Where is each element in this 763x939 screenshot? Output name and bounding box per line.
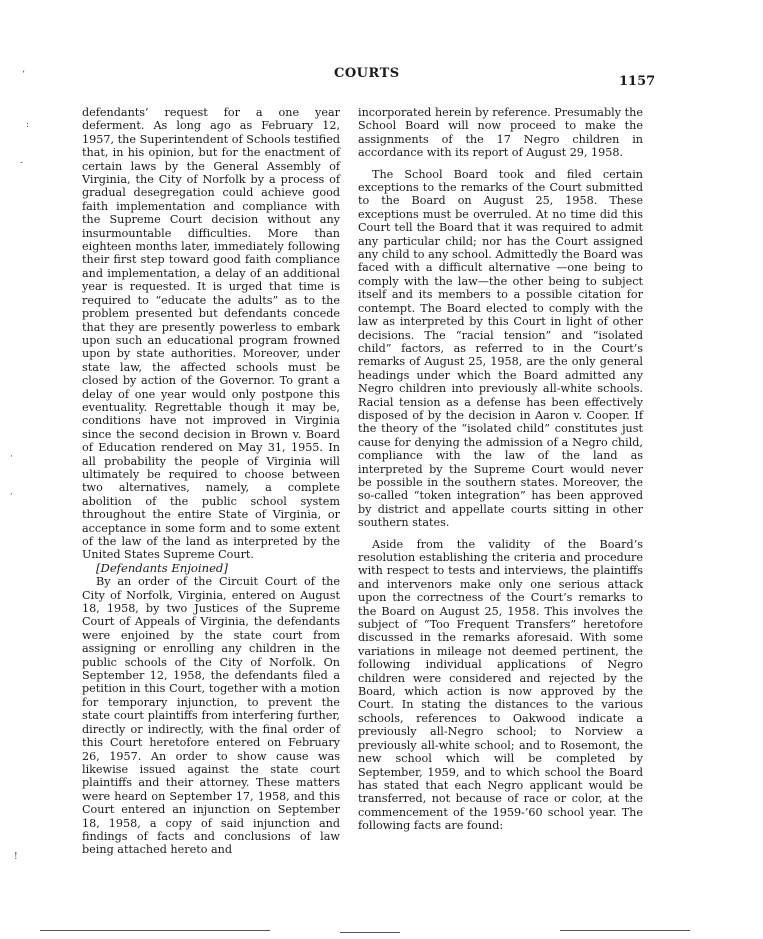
scan-speck: : [26,120,30,130]
paragraph: defendants’ request for a one year deferment. As long ago as February 12, 1957, the Superintendent of Schools testified that, in his opinion, but for the enactment of certain laws by the General Assembly of Virginia, the City of Norfolk by a process of gradual desegregation could achieve good faith implementation and compliance with the Supreme Court decision without any insurmountable difficulties. More than eighteen months later, immediately following their first step toward good faith compliance and implementation, a delay of an additional year is requested. It is urged that time is required to “educate the adults” as to the problem presented but defendants concede that they are presently powerless to embark upon such an educational program frowned upon by state authorities. Moreover, under state law, the affected schools must be closed by action of the Governor. To grant a delay of one year would only postpone this eventuality. Regrettable though it may be, conditions have not improved in Virginia since the second decision in Brown v. Board of Education rendered on May 31, 1955. In all probability the people of Virginia will ultimately be required to choose between two alternatives, namely, a complete abolition of the public school system throughout the entire State of Virginia, or acceptance in some form and to some extent of the law of the land as interpreted by the United States Supreme Court. [82,106,340,562]
paragraph: incorporated herein by reference. Presumably the School Board will now proceed to make the assignments of the 17 Negro children in accordance with its report of August 29, 1958. [358,106,643,160]
scan-speck: - [20,158,24,168]
scan-speck: ! [14,852,18,862]
page-number: 1157 [619,74,656,89]
paragraph: Aside from the validity of the Board’s resolution establishing the criteria and procedure with respect to tests and interviews, the plaintiffs and intervenors make only one serious attack upon the correctness of the Court’s remarks to the Board on August 25, 1958. This involves the subject of “Too Frequent Transfers” heretofore discussed in the remarks aforesaid. With some variations in mileage not deemed pertinent, the following individual applications of Negro children were considered and rejected by the Board, which action is now approved by the Court. In stating the distances to the various schools, references to Oakwood indicate a previously all-Negro school; to Norview a previously all-white school; and to Rosemont, the new school which will be completed by September, 1959, and to which school the Board has stated that each Negro applicant would be transferred, not because of race or color, at the commencement of the 1959-’60 school year. The following facts are found: [358,537,643,833]
paragraph: The School Board took and filed certain exceptions to the remarks of the Court submitted to the Board on August 25, 1958. These exceptions must be overruled. At no time did this Court tell the Board that it was required to admit any particular child; nor has the Court assigned any child to any school. Admittedly the Board was faced with a difficult alternative —one being to comply with the law—the other being to subject itself and its members to a possible citation for contempt. The Board elected to comply with the law as interpreted by this Court in light of other decisions. The “racial tension” and “isolated child” factors, as referred to in the Court’s remarks of August 25, 1958, are the only general headings under which the Board admitted any Negro children into previously all-white schools. Racial tension as a defense has been effectively disposed of by the decision in Aaron v. Cooper. If the theory of the “isolated child” constitutes just cause for denying the admission of a Negro child, compliance with the law of the land as interpreted by the Supreme Court would never be possible in the southern states. Moreover, the so-called “token integration” has been approved by district and appellate courts sitting in other southern states. [358,167,643,530]
right-column [358,106,643,833]
scan-edge-rule [560,930,690,931]
scan-edge-rule [40,930,270,931]
scan-speck: · [10,452,13,462]
paragraph: By an order of the Circuit Court of the City of Norfolk, Virginia, entered on August 18, 1958, by two Justices of the Supreme Court of Appeals of Virginia, the defendants were enjoined by the state court from assigning or enrolling any children in the public schools of the City of Norfolk. On September 12, 1958, the defendants filed a petition in this Court, together with a motion for temporary injunction, to prevent the state court plaintiffs from interfering further, directly or indirectly, with the final order of this Court heretofore entered on February 26, 1957. An order to show cause was likewise issued against the state court plaintiffs and their attorney. These matters were heard on September 17, 1958, and this Court entered an injunction on September 18, 1958, a copy of said injunction and findings of facts and conclusions of law being attached hereto and [82,575,340,857]
running-header: COURTS [334,66,400,81]
section-heading: [Defendants Enjoined] [96,560,228,575]
scan-edge-rule [340,932,400,933]
left-column [82,106,340,857]
scan-speck: ‘ [22,70,25,80]
scan-speck: · [10,490,13,500]
